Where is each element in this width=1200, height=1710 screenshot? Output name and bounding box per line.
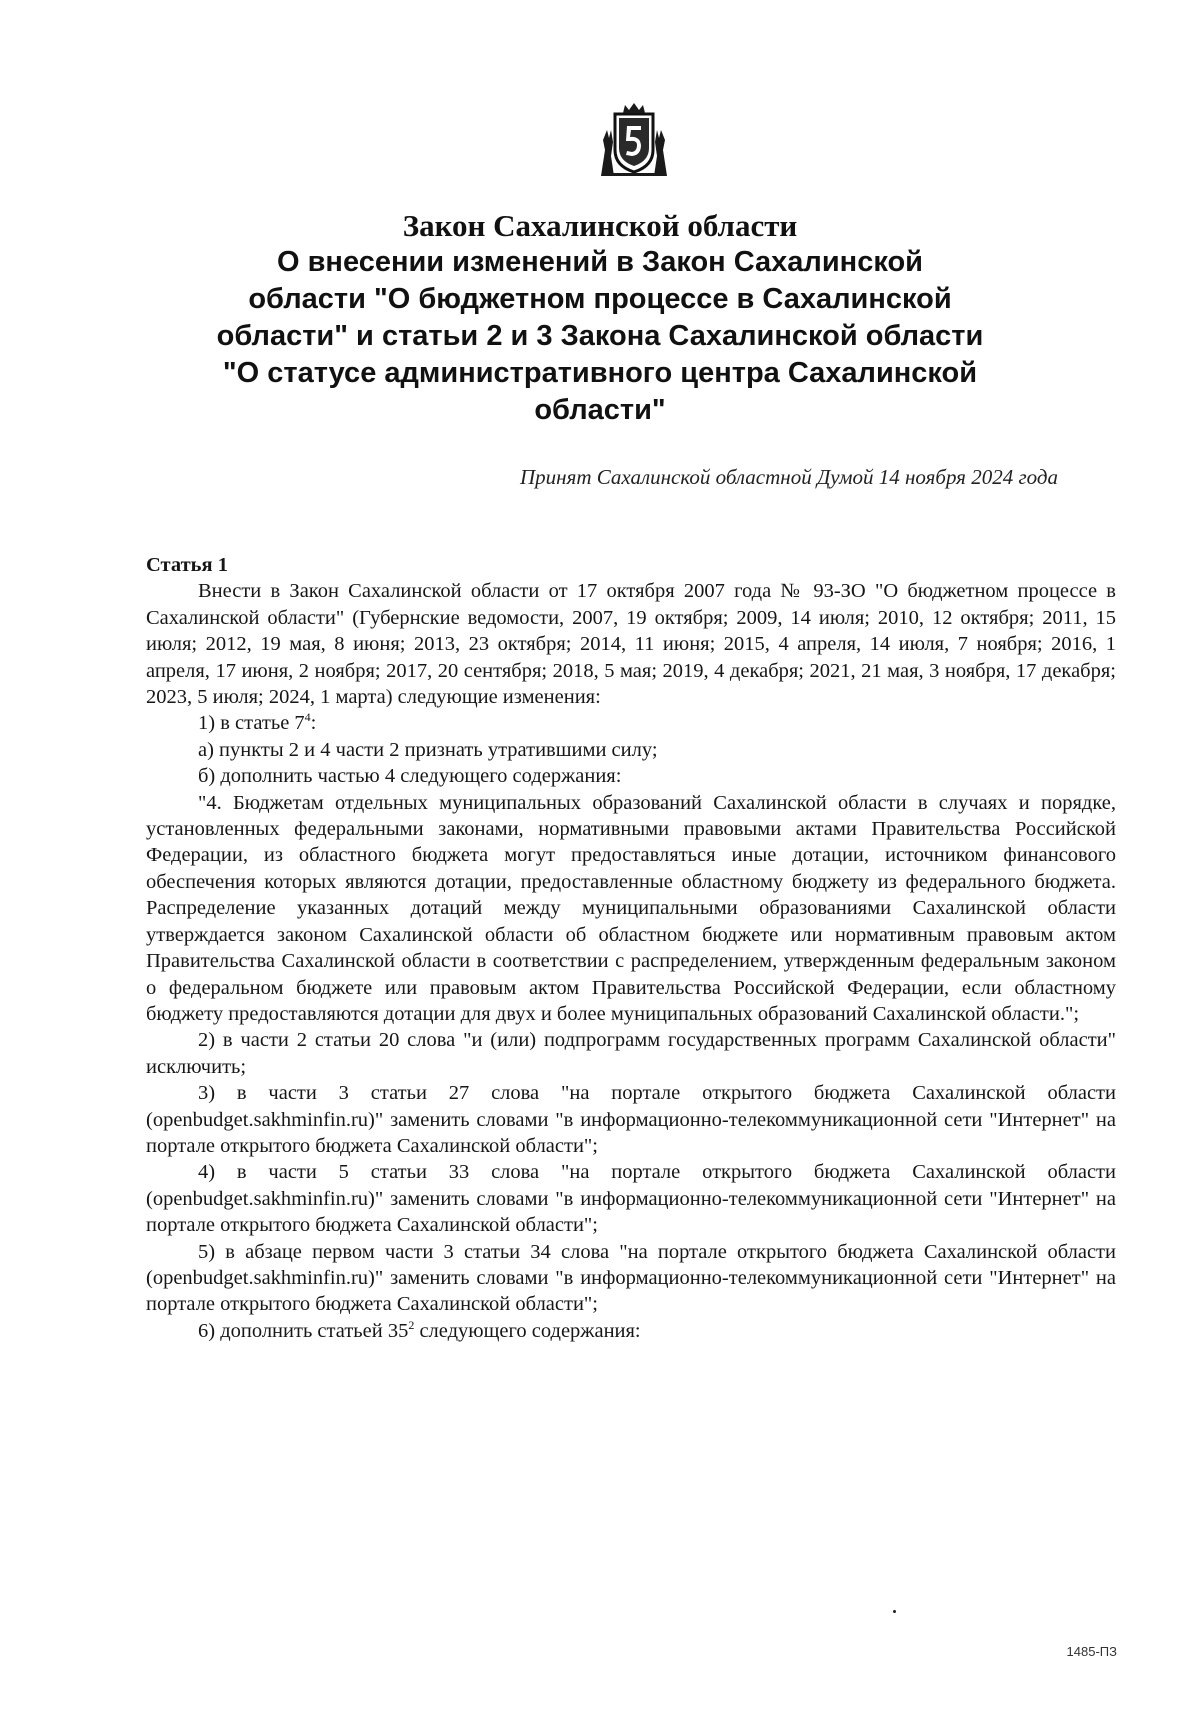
document-number: 1485-ПЗ	[1066, 1644, 1117, 1659]
title-line-3: области "О бюджетном процессе в Сахалинской	[248, 283, 952, 315]
scan-speck	[893, 1610, 896, 1613]
article-intro: Внести в Закон Сахалинской области от 17 октября 2007 года № 93-ЗО "О бюджетном процессе в Сахалинской области" (Губернские ведомости, 2007, 19 октября; 2009, 14 июля; 2010, 12 октября; 2011, 15 июля; 2012, 19 мая, 8 июня; 2013, 23 октября; 2014, 11 июня; 2015, 4 апреля, 14 июля, 7 ноября; 2016, 1 апреля, 17 июня, 2 ноября; 2017, 20 сентября; 2018, 5 мая; 2019, 4 декабря; 2021, 21 мая, 3 ноября, 17 декабря; 2023, 5 июля; 2024, 1 марта) следующие изменения:	[146, 580, 1116, 709]
title-line-2: О внесении изменений в Закон Сахалинской	[276, 246, 923, 278]
quoted-part-4: "4. Бюджетам отдельных муниципальных образований Сахалинской области в случаях и порядке, установленных федеральными законами, нормативными правовыми актами Правительства Российской Федерации, из областного бюджета могут предоставляться иные дотации, источником финансового обеспечения которых являются дотации, предоставленные областному бюджету из федерального бюджета. Распределение указанных дотаций между муниципальными образованиями Сахалинской области утверждается законом Сахалинской области об областном бюджете или нормативным правовым актом Правительства Сахалинской области в соответствии с распределением, утвержденным федеральным законом о федеральном бюджете или правовым актом Правительства Российской Федерации, если областному бюджету предоставляются дотации для двух и более муниципальных образований Сахалинской области.";	[146, 791, 1116, 1025]
law-title	[170, 208, 1030, 429]
list-item-3: 3) в части 3 статьи 27 слова "на портале открытого бюджета Сахалинской области (openbudget.sakhminfin.ru)" заменить словами "в информационно-телекоммуникационной сети "Интернет" на портале открытого бюджета Сахалинской области";	[146, 1082, 1116, 1157]
sakhalin-coat-of-arms-icon	[595, 100, 673, 178]
adoption-note: Принят Сахалинской областной Думой 14 ноября 2024 года	[519, 465, 1058, 489]
list-item-1: 1) в статье $7^4$:	[198, 710, 317, 735]
title-line-6: области"	[534, 394, 666, 426]
list-item-5: 5) в абзаце первом части 3 статьи 34 слова "на портале открытого бюджета Сахалинской области (openbudget.sakhminfin.ru)" заменить словами "в информационно-телекоммуникационной сети "Интернет" на портале открытого бюджета Сахалинской области";	[146, 1240, 1116, 1316]
list-item-4: 4) в части 5 статьи 33 слова "на портале открытого бюджета Сахалинской области (openbudget.sakhminfin.ru)" заменить словами "в информационно-телекоммуникационной сети "Интернет" на портале открытого бюджета Сахалинской области";	[146, 1161, 1116, 1237]
article-body	[146, 552, 1116, 1344]
title-line-1: Закон Сахалинской области	[402, 208, 798, 243]
list-item-2: 2) в части 2 статьи 20 слова "и (или) подпрограмм государственных программ Сахалинской области" исключить;	[146, 1029, 1116, 1078]
title-line-5: "О статусе административного центра Сахалинской	[222, 357, 978, 389]
article-heading: Статья 1	[146, 554, 228, 576]
title-line-4: области" и статьи 2 и 3 Закона Сахалинской области	[216, 320, 984, 352]
list-item-6: 6) дополнить статьей $35^2$ следующего содержания:	[198, 1317, 641, 1342]
list-item-1b: б) дополнить частью 4 следующего содержания:	[198, 765, 622, 788]
list-item-1a: а) пункты 2 и 4 части 2 признать утратившими силу;	[198, 738, 658, 761]
